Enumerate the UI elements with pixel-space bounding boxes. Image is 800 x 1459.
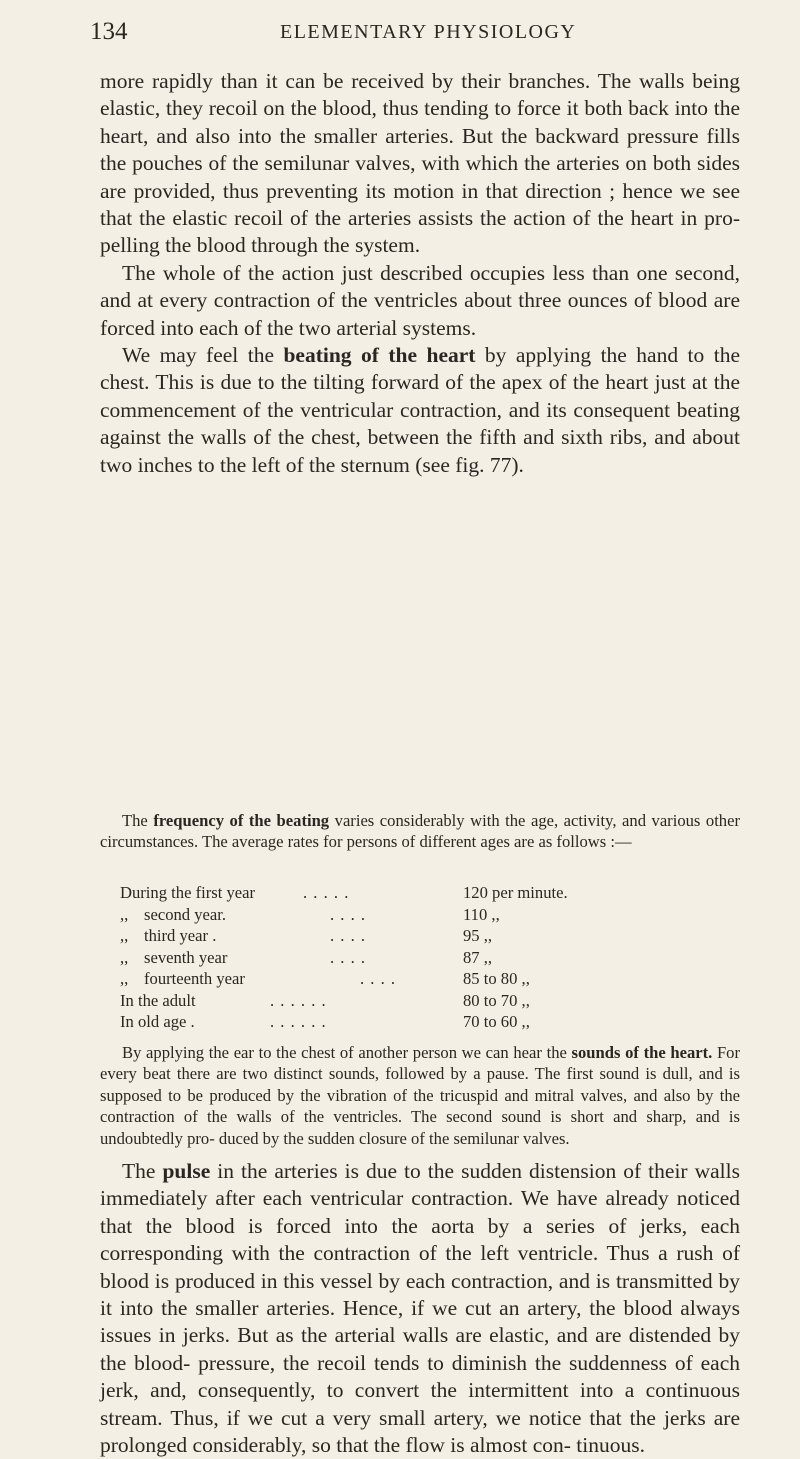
- rate-row: [120, 905, 740, 927]
- rate-label: [120, 948, 227, 968]
- rate-label-text: third year .: [144, 926, 217, 945]
- text-run: in the arteries is due to the sudden distension of their walls immediately after each ventricular contraction. We have already noticed that the blood is forced into the aorta by a series of jerks, each corresponding with the contraction of the left ventricle. Thus a rush of blood is produced in this vessel by each contraction, and is transmitted by it into the smaller arteries. Hence, if we cut an artery, the blood always issues in jerks. But as the arterial walls are elastic, and are distended by the blood- pressure, the recoil tends to diminish the suddenness of each jerk, and, consequently, to convert the intermittent into a continuous stream. Thus, if we cut a very small artery, we notice that the jerks are prolonged considerably, so that the flow is almost con- tinuous.: [100, 1159, 740, 1458]
- rate-label-text: second year.: [144, 904, 227, 924]
- paragraph-elastic-recoil: more rapidly than it can be received by their branches. The walls being elastic, they recoil on the blood, thus tending to force it both back into the heart, and also into the smaller arteries. But the backward pressure fills the pouches of the semilunar valves, with which the arteries on both sides are provided, thus preventing its motion in that direction ; hence we see that the elastic recoil of the arteries assists the action of the heart in pro- pelling the blood through the system.: [100, 69, 740, 258]
- paragraph-frequency: [100, 810, 740, 853]
- text-run: The: [122, 1159, 163, 1183]
- rate-label-text: fourteenth year: [144, 969, 245, 988]
- rate-value: 87 ,,: [463, 947, 493, 967]
- text-run: by applying the hand to the chest. This is due to the tilting forward of the apex of the heart just at the commencement of the ventricular contraction, and its consequent beating against the walls of the chest, between the fifth and sixth ribs, and about two inches to the left of the sternum (see fig. 77).: [100, 343, 740, 477]
- rate-value: 80 to 70 ,,: [463, 990, 530, 1010]
- bold-term-frequency: frequency of the beating: [153, 811, 330, 830]
- sounds-paragraph-block: [100, 1042, 740, 1149]
- leader-dots: . . . . . .: [270, 990, 327, 1010]
- leader-dots: . . . .: [330, 926, 367, 945]
- text-run: By applying the ear to the chest of another person we can hear the: [122, 1043, 572, 1062]
- rate-label: [120, 905, 226, 925]
- heart-rate-table: [120, 883, 740, 1034]
- leader-dots: . . . . .: [303, 883, 350, 902]
- rate-label: [120, 926, 216, 946]
- rate-value: 95 ,,: [463, 926, 493, 945]
- bold-term-beating-heart: beating of the heart: [283, 343, 476, 368]
- paragraph-heart-sounds: [100, 1042, 740, 1149]
- rate-value: 85 to 80 ,,: [463, 969, 530, 988]
- running-head: ELEMENTARY PHYSIOLOGY: [280, 21, 577, 43]
- rate-value: 120 per minute.: [463, 883, 568, 902]
- rate-row: [120, 948, 740, 970]
- ditto-mark: ,,: [120, 904, 129, 924]
- rate-value: 70 to 60 ,,: [463, 1012, 530, 1031]
- leader-dots: . . . . . .: [270, 1012, 327, 1031]
- rate-label: During the first year: [120, 883, 256, 902]
- pulse-text-block: [100, 1158, 740, 1459]
- text-run: We may feel the: [122, 343, 284, 368]
- paragraph-heart-beating: [100, 342, 740, 479]
- rate-row: [120, 969, 740, 991]
- rate-row: [120, 991, 740, 1013]
- frequency-paragraph-block: [100, 810, 740, 853]
- text-run: For every beat there are two distinct sounds, followed by a pause. The first sound is dull, and is supposed to be produced by the vibration of the tricuspid and mitral valves, and also by the contraction of the walls of the ventricles. The second sound is short and sharp, and is undoubtedly pro- duced by the sudden closure of the semilunar valves.: [100, 1043, 741, 1148]
- page-header: [90, 18, 740, 52]
- ditto-mark: ,,: [120, 969, 129, 988]
- leader-dots: . . . .: [330, 947, 367, 967]
- rate-value: 110 ,,: [463, 904, 500, 924]
- rate-row: [120, 926, 740, 948]
- bold-term-heart-sounds: sounds of the heart.: [571, 1043, 713, 1062]
- bold-term-pulse: pulse: [162, 1159, 211, 1183]
- leader-dots: . . . .: [360, 969, 397, 988]
- rate-label: In old age .: [120, 1012, 195, 1031]
- page-number: 134: [90, 18, 128, 45]
- rate-label: In the adult: [120, 990, 196, 1010]
- paragraph-action-duration: The whole of the action just described occupies less than one second, and at every contraction of the ventricles about three ounces of blood are forced into each of the two arterial systems.: [100, 260, 740, 340]
- ditto-mark: ,,: [120, 926, 129, 945]
- leader-dots: . . . .: [330, 904, 367, 924]
- rate-row: [120, 1012, 740, 1034]
- text-run: varies considerably with the age, activity, and various other circumstances. The average rates for persons of different ages are as follows :—: [100, 811, 740, 852]
- ditto-mark: ,,: [120, 947, 129, 967]
- main-text-block: [100, 68, 740, 479]
- rate-row: [120, 883, 740, 905]
- rate-label: [120, 969, 245, 989]
- rate-label-text: seventh year: [144, 947, 228, 967]
- text-run: The: [122, 811, 154, 830]
- paragraph-pulse: [100, 1158, 740, 1459]
